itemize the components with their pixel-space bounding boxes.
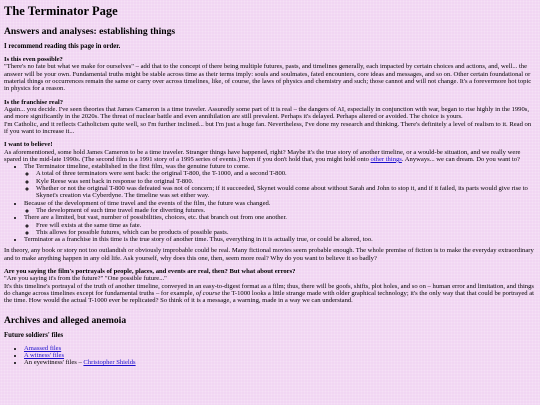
sub-list (24, 222, 536, 237)
list-item (24, 352, 536, 359)
list-item (24, 345, 536, 352)
reading-recommendation: I recommend reading this page in order. (4, 43, 121, 50)
list-item: • Terminator as a franchise in this time is the true story of another time. Thus, everything in it is actually true, or could be altered, too. (24, 236, 536, 243)
list-item: ◦ Whether or not the original T-800 was defeated was not of concern; if it succeeded, Skynet would come about without Sarah and John to stop it, and if it failed, its parts would give rise to Skynet's creation via Cyberdyne. The timeline was set either way. (36, 185, 536, 200)
question-possible: Is this even possible? (4, 56, 63, 63)
list-item (24, 359, 536, 366)
list-item: ◦ Kyle Reese was sent back in response to the original T-800. (36, 178, 536, 185)
section-heading-answers: Answers and analyses: establishing things (4, 26, 176, 37)
question-errors: Are you saying the film's portrayals of people, places, and events are real, then? But what about errors? (4, 268, 296, 276)
list-item-text: Because of the development of time travel and the events of the film, the future was changed. (24, 199, 271, 207)
list-item-text: There are a limited, but vast, number of possibilities, choices, etc. that branch out from one another. (24, 214, 287, 222)
list-item (24, 163, 536, 199)
question-franchise-real: Is the franchise real? (4, 98, 64, 106)
answer-franchise-real-2: I'm Catholic, and it reflects Catholicism quite well, so I'm further inclined... but I'm just a huge fan. Nevertheless, I've done my research and thinking. There's definitely a level of realism to it. Read on if you want to increase it... (4, 120, 532, 135)
answer-errors-text: It's this timeline's portrayal of the truth of another timeline, conveyed in an easy-to-digest format as a film; thus, there will be goofs, shifts, plot holes, and so on – human error and limitation, and things do change across timelines except for fundamental truths – for example, (4, 282, 534, 298)
list-item: ◦ The development of such time travel made for diverting futures. (36, 207, 536, 214)
list-item (24, 214, 536, 236)
files-list (4, 345, 536, 367)
amassed-files-link[interactable]: Amassed files (24, 344, 62, 352)
answer-want-to-believe-text: As aforementioned, some hold James Cameron to be a time traveler. Stranger things have happened, right? Maybe it's the true story of another timeline, or a would-be situation, and we really were spared in the mid-late 1990s. (The second film is a 1991 story of a 1995 series of events.) Even if you don't hold that, you might hold onto (4, 148, 521, 163)
page-title: The Terminator Page (4, 4, 118, 18)
list-item: ◦ This allows for possible futures, which can be products of possible pasts. (36, 229, 536, 236)
future-soldiers-files-heading: Future soldiers' files (4, 331, 64, 339)
eyewitness-files-label: An eyewitness' files – (24, 359, 84, 367)
list-item: ◦ A total of three terminators were sent back: the original T-800, the T-1000, and a second T-800. (36, 170, 536, 177)
witness-files-link[interactable]: A witness' files (24, 351, 65, 359)
sub-list (24, 170, 536, 199)
question-want-to-believe: I want to believe! (4, 141, 53, 149)
theory-list (4, 163, 536, 243)
list-item (24, 200, 536, 215)
qa-possible (4, 56, 536, 93)
other-things-link[interactable]: other things (370, 155, 402, 163)
answer-possible: "There's no fate but what we make for ourselves" – add that to the concept of there being multiple futures, pasts, and timelines generally, each impacted by certain choices and actions, and, well... the answer will be your own. Fundamental truths might be stable across time as their terms imply: souls and soulmates, fated encounters, core ideas and messages, and so on. Other certain foundational or material things or occurrences remain the same or carry over across timelines, like, of course, the laws of physics and chemistry and such; those cannot and will not change. It's a forevermore hot topic in physics for a reason. (4, 63, 532, 93)
answer-errors (4, 283, 536, 305)
answer-franchise-real-1: Again... you decide. I've seen theories that James Cameron is a time traveler. Assuredly some part of it is real – the dangers of AI, especially in conjunction with war, began to rise highly in the 1990s, and more significantly in the 2020s. The threat of nuclear battle and even annihilation are still prevalent. Perhaps it's delayed. Perhaps altered or avoided. The choice is yours. (4, 106, 529, 121)
answer-want-to-believe-tail: . Anyways... we can dream. Do you want to? (401, 155, 520, 163)
answer-errors-tail: the T-1000 looks a little strange made with older graphical technology; it's the only way that that could be portrayed at the time. How would the actual T-1000 ever be replicated? So think of it is a message, a warning, made in a way we can understand. (4, 290, 535, 305)
christopher-shields-link[interactable]: Christopher Shields (83, 359, 136, 367)
answer-want-to-believe (4, 149, 536, 164)
fiction-closing: In theory, any book or story not too outlandish or obviously improbable could be real. Many fictional movies seem probable enough. The whole premise of fiction is to make the everyday extraordinary and to make anything happen in any old life. Ask yourself, why does this one, then, seem more real? Why do you want to believe it so badly? (4, 247, 534, 262)
quote-future: "Are you saying it's from the future?" "One possible future..." (4, 275, 167, 283)
answer-errors-emphasis: of course (195, 290, 221, 298)
qa-errors (4, 268, 536, 305)
sub-list (24, 207, 536, 214)
list-item: ◦ Free will exists at the same time as fate. (36, 222, 536, 229)
section-heading-archives: Archives and alleged anemoia (4, 314, 127, 326)
qa-franchise-real (4, 99, 536, 136)
qa-want-to-believe (4, 141, 536, 262)
list-item-text: The Terminator timeline, established in the first film, was the genuine future to come. (24, 163, 250, 171)
